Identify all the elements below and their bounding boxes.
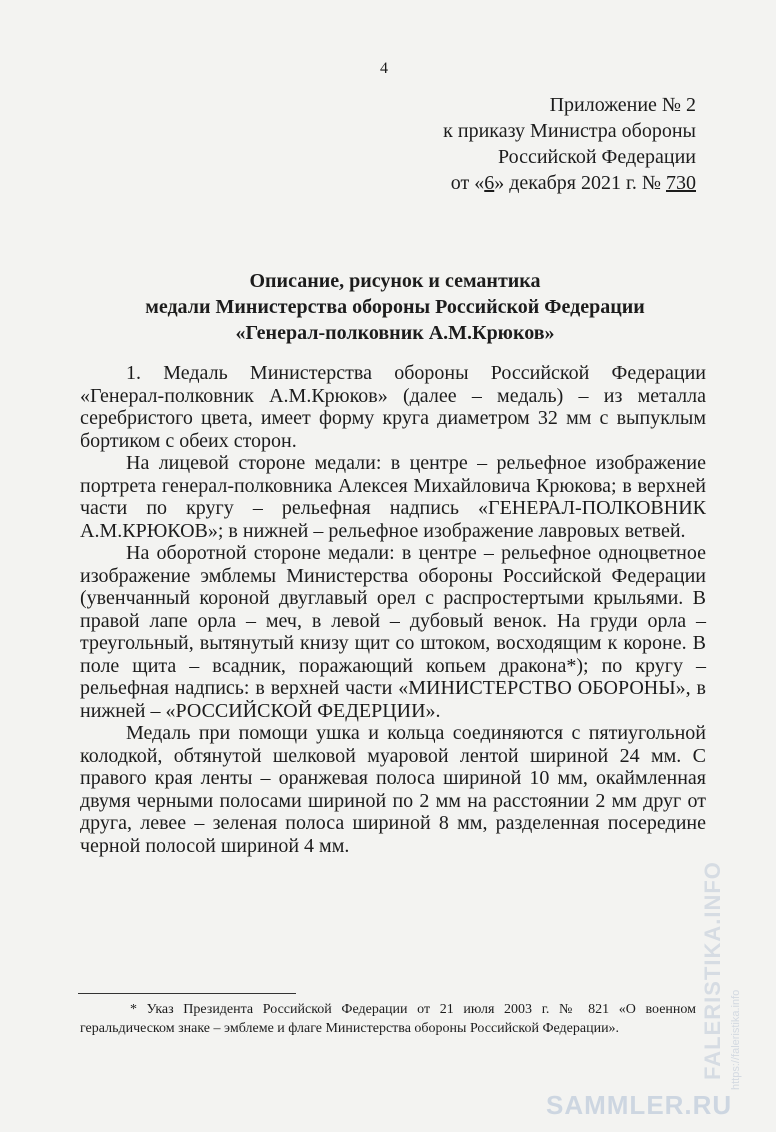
document-title [80,268,710,346]
appendix-header [356,92,696,196]
watermark-url: https://faleristika.info [730,989,742,1090]
footnote-divider [78,993,296,994]
appendix-country: Российской Федерации [497,146,696,168]
watermark-vertical: FALERISTIKA.INFO [700,861,725,1080]
paragraph-4: Медаль при помощи ушка и кольца соединяются с пятиугольной колодкой, обтянутой шелковой муаровой лентой шириной 24 мм. С правого края ленты – оранжевая полоса шириной 10 мм, окаймленная двумя черными полосами шириной по 2 мм на расстоянии 2 мм друг от друга, левее – зеленая полоса шириной 8 мм, разделенная посередине черной полосой шириной 4 мм. [80,722,706,857]
paragraph-2: На лицевой стороне медали: в центре – рельефное изображение портрета генерал-полковника Алексея Михайловича Крюкова; в верхней части по кругу – рельефная надпись «ГЕНЕРАЛ-ПОЛКОВНИК А.М.КРЮКОВ»; в нижней – рельефное изображение лавровых ветвей. [80,452,706,542]
page-number: 4 [380,60,388,77]
footnote: * Указ Президента Российской Федерации от 21 июля 2003 г. № 821 «О военном геральдическом знаке – эмблеме и флаге Министерства обороны Российской Федерации». [80,1002,696,1036]
paragraph-3: На оборотной стороне медали: в центре – рельефное одноцветное изображение эмблемы Министерства обороны Российской Федерации (увенчанный короной двуглавый орел с распростертыми крыльями. В правой лапе орла – меч, в левой – дубовый венок. На груди орла – треугольный, вытянутый книзу щит со штоком, восходящим к короне. В поле щита – всадник, поражающий копьем дракона*); по кругу – рельефная надпись: в верхней части «МИНИСТЕРСТВО ОБОРОНЫ», в нижней – «РОССИЙСКОЙ ФЕДЕРЦИИ». [80,542,706,722]
body-text [80,362,706,857]
title-line-2: медали Министерства обороны Российской Федерации [145,296,645,318]
appendix-date-line [356,170,696,196]
order-number: 730 [666,172,696,194]
date-prefix: от « [450,172,485,194]
paragraph-1: 1. Медаль Министерства обороны Российской Федерации «Генерал-полковник А.М.Крюков» (далее – медаль) – из металла серебристого цвета, имеет форму круга диаметром 32 мм с выпуклым бортиком с обеих сторон. [80,362,706,452]
appendix-title: Приложение № 2 [549,94,696,116]
title-line-3: «Генерал-полковник А.М.Крюков» [235,322,555,344]
date-middle: » декабря 2021 г. № [494,172,666,194]
title-line-1: Описание, рисунок и семантика [249,270,541,292]
date-day: 6 [484,172,495,194]
appendix-order-ref: к приказу Министра обороны [443,120,696,142]
watermark-bottom: SAMMLER.RU [546,1090,733,1120]
